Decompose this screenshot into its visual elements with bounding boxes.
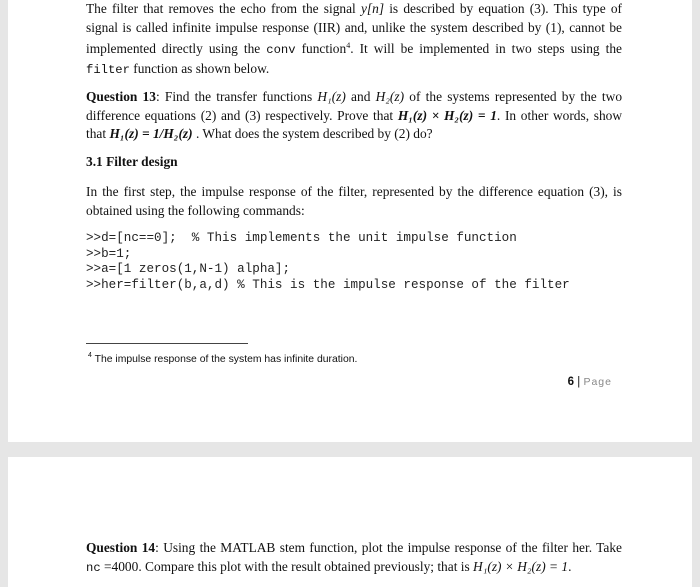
intro-paragraph [86, 0, 622, 79]
intro-text: function [295, 41, 347, 57]
first-step-paragraph: In the first step, the impulse response of the filter, represented by the difference equation (3), is obtained using the following commands: [86, 184, 622, 218]
intro-text: . It will be implemented in two steps using the [350, 41, 622, 57]
transfer-function-h2: H₂(z) [375, 89, 405, 104]
question-text: : Using the MATLAB stem function, plot the impulse response of the filter her. Take [155, 540, 623, 555]
footnote [88, 352, 357, 365]
nc-variable: nc [86, 560, 101, 575]
code-line: >>b=1; [86, 246, 132, 261]
page-word: Page [583, 376, 612, 388]
footnote-mark: 4 [88, 352, 92, 359]
question-13-paragraph [86, 88, 622, 144]
page-number [568, 376, 612, 388]
question-text: . What does the system described by (2) do? [192, 126, 433, 142]
filter-function-name: filter [86, 62, 130, 77]
matlab-code-block [86, 231, 570, 293]
question-14-label: Question 14 [86, 540, 156, 555]
question-text: and [345, 89, 376, 104]
document-page-7 [8, 457, 692, 587]
conv-function-name: conv [266, 43, 296, 58]
intro-text: function as shown below. [129, 60, 270, 76]
document-page-6 [8, 0, 692, 442]
question-13-label: Question 13 [86, 89, 156, 104]
question-text: . [568, 558, 572, 574]
code-line: >>her=filter(b,a,d) % This is the impulse response of the filter [86, 277, 570, 292]
signal-symbol: y[n] [360, 1, 385, 16]
footnote-text: The impulse response of the system has infinite duration. [91, 354, 358, 365]
question-text: . In other words, show that [86, 107, 622, 142]
code-line: >>a=[1 zeros(1,N-1) alpha]; [86, 262, 291, 277]
product-equation: H₁(z) × H₂(z) = 1 [473, 558, 569, 574]
footnote-divider [86, 343, 248, 344]
question-text: of the systems represented by the two difference equations (2) and (3) respectively. Prove that [86, 89, 623, 123]
question-text: : Find the transfer functions [155, 89, 318, 104]
transfer-function-h1: H₁(z) [317, 89, 346, 104]
code-line: >>d=[nc==0]; % This implements the unit impulse function [86, 231, 517, 245]
page-number-value: 6 [567, 376, 575, 388]
intro-text: is described by equation (3). This type of signal is called infinite impulse response (IIR) and, unlike the system described by (1), cannot be implemented directly using the [86, 1, 622, 57]
ratio-equation: H₁(z) = 1/H₂(z) [109, 126, 193, 142]
intro-text: The filter that removes the echo from the signal [86, 1, 361, 16]
product-equation: H₁(z) × H₂(z) = 1 [397, 107, 497, 123]
page-number-separator: | [574, 376, 584, 388]
section-heading: 3.1 Filter design [86, 154, 178, 169]
question-14-paragraph [86, 539, 622, 577]
footnote-reference[interactable]: 4 [346, 41, 351, 51]
question-text: =4000. Compare this plot with the result obtained previously; that is [100, 558, 474, 574]
